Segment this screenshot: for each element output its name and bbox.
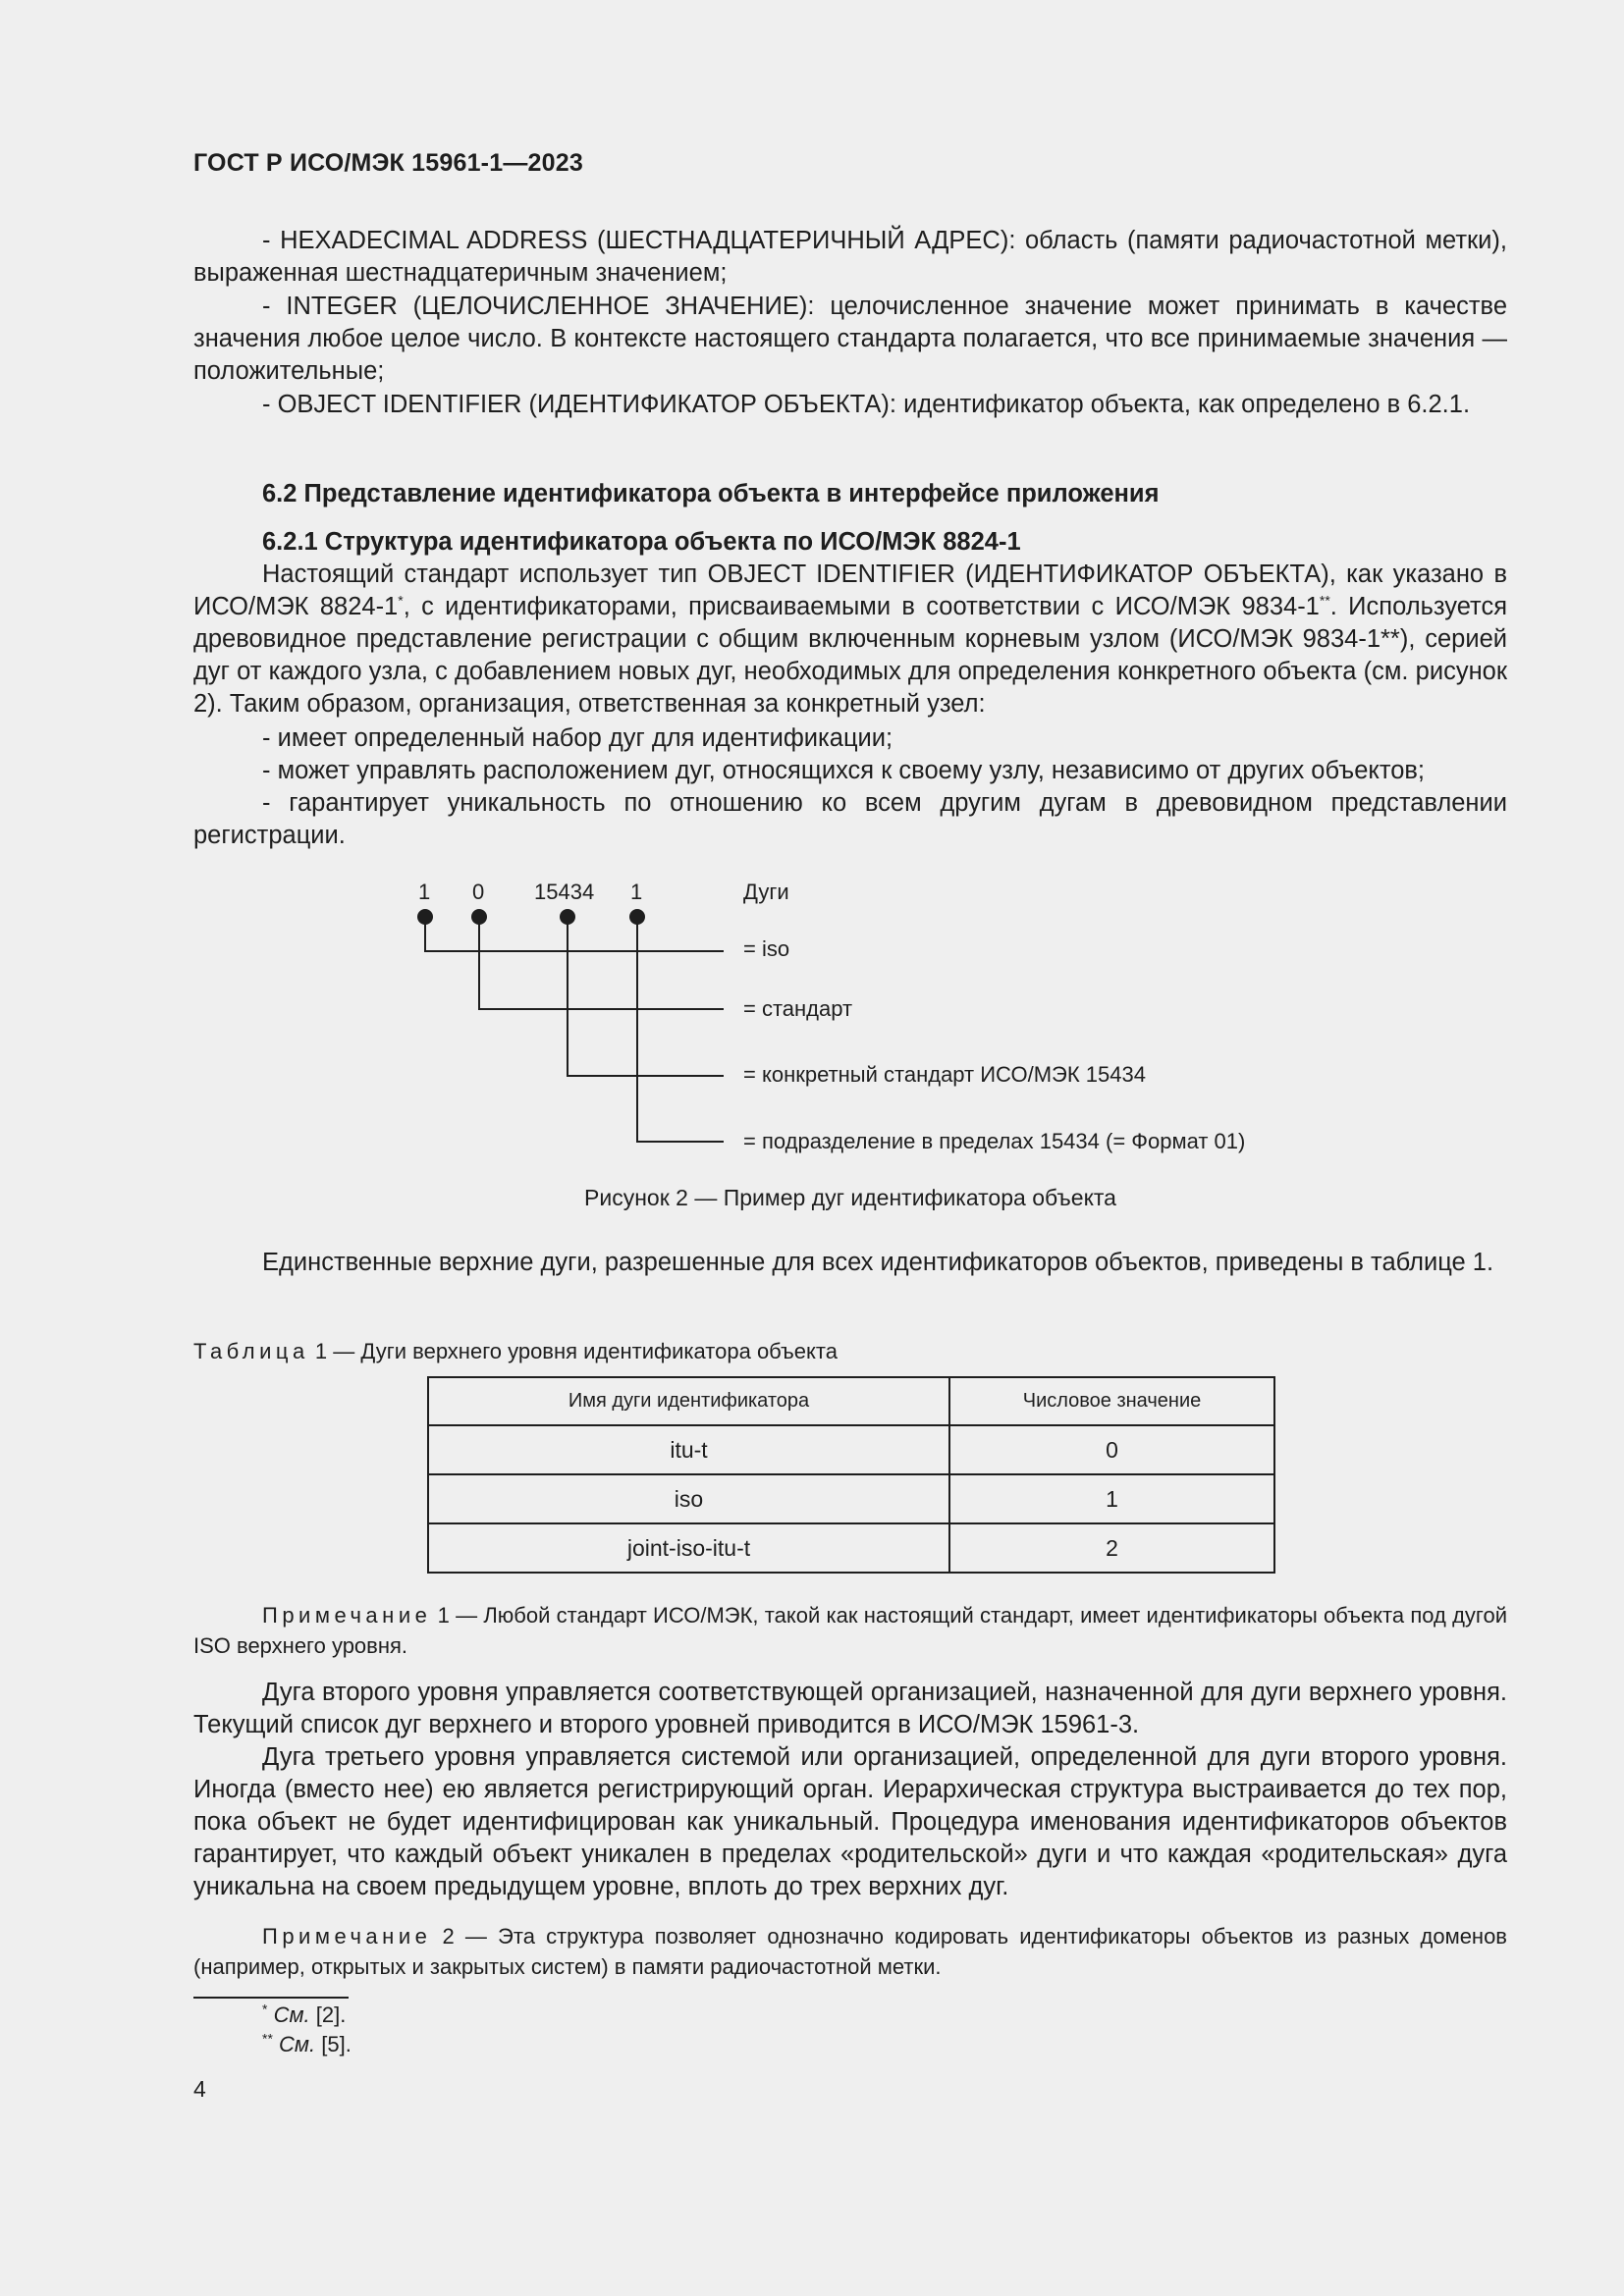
arc-node (560, 909, 575, 925)
document-header: ГОСТ Р ИСО/МЭК 15961-1—2023 (193, 149, 583, 177)
arc-node-label: 1 (418, 880, 431, 904)
table-cell: joint-iso-itu-t (428, 1523, 949, 1573)
arc-node (471, 909, 487, 925)
footnote: * См. [2]. (262, 2001, 347, 2027)
table-caption: Таблица 1 — Дуги верхнего уровня идентификатора объекта (193, 1339, 838, 1363)
arc-label-subdivision: = подразделение в пределах 15434 (= Формат 01) (743, 1129, 1246, 1153)
arc-node (417, 909, 433, 925)
table-cell: 1 (949, 1474, 1274, 1523)
table-row (428, 1474, 1274, 1523)
section-heading: 6.2 Представление идентификатора объекта в интерфейсе приложения (262, 480, 1160, 507)
arc-line-iso (425, 917, 724, 951)
def-object-identifier: - OBJECT IDENTIFIER (ИДЕНТИФИКАТОР ОБЪЕКТА): идентификатор объекта, как определено в 6.2.1. (262, 391, 1471, 418)
table-row (428, 1523, 1274, 1573)
arc-line-standard (479, 917, 724, 1009)
note-2: Примечание 2 — Эта структура позволяет однозначно кодировать идентификаторы объектов из разных доменов (например, открытых и закрытых систем) в памяти радиочастотной метки. (193, 1924, 1507, 1979)
list-item: - гарантирует уникальность по отношению ко всем другим дугам в древовидном представлении регистрации. (193, 789, 1507, 849)
table-cell: itu-t (428, 1425, 949, 1474)
subsection-heading: 6.2.1 Структура идентификатора объекта по ИСО/МЭК 8824-1 (262, 528, 1021, 556)
table-cell: 2 (949, 1523, 1274, 1573)
paragraph: Единственные верхние дуги, разрешенные для всех идентификаторов объектов, приведены в таблице 1. (262, 1249, 1494, 1276)
subsection-paragraph: Настоящий стандарт использует тип OBJECT IDENTIFIER (ИДЕНТИФИКАТОР ОБЪЕКТА), как указано в ИСО/МЭК 8824-1*, с идентификаторами, присваиваемыми в соответствии с ИСО/МЭК 9834-1**. Используется древовидное представление регистрации с общим включенным корневым узлом (ИСО/МЭК 9834-1**), серией дуг от каждого узла, с добавлением новых дуг, необходимых для определения конкретного объекта (см. рисунок 2). Таким образом, организация, ответственная за конкретный узел: (193, 561, 1508, 718)
table-row (428, 1425, 1274, 1474)
arc-label-standard: = стандарт (743, 996, 853, 1021)
list-item: - может управлять расположением дуг, относящихся к своему узлу, независимо от других объектов; (262, 757, 1426, 784)
footnote: ** См. [5]. (262, 2030, 352, 2056)
arc-node (629, 909, 645, 925)
def-hex-address: - HEXADECIMAL ADDRESS (ШЕСТНАДЦАТЕРИЧНЫЙ АДРЕС): область (памяти радиочастотной метки), выраженная шестнадцатеричным значением; (193, 227, 1507, 287)
arcs-column-label: Дуги (743, 880, 789, 904)
arc-label-15434: = конкретный стандарт ИСО/МЭК 15434 (743, 1062, 1146, 1087)
table-header-cell: Имя дуги идентификатора (428, 1377, 949, 1425)
table-header-cell: Числовое значение (949, 1377, 1274, 1425)
table-cell: 0 (949, 1425, 1274, 1474)
footnote-divider (193, 1997, 349, 1999)
arcs-table (427, 1376, 1275, 1574)
note-1: Примечание 1 — Любой стандарт ИСО/МЭК, такой как настоящий стандарт, имеет идентификаторы объекта под дугой ISO верхнего уровня. (193, 1603, 1507, 1658)
page-number: 4 (193, 2076, 206, 2102)
table-header-row (428, 1377, 1274, 1425)
arc-node-label: 1 (630, 880, 643, 904)
arc-node-label: 0 (472, 880, 485, 904)
paragraph: Дуга второго уровня управляется соответствующей организацией, назначенной для дуги верхнего уровня. Текущий список дуг верхнего и второго уровней приводится в ИСО/МЭК 15961-3. (193, 1679, 1507, 1738)
paragraph: Дуга третьего уровня управляется системой или организацией, определенной для дуги второго уровня. Иногда (вместо нее) ею является регистрирующий орган. Иерархическая структура выстраивается до тех пор, пока объект не будет идентифицирован как уникальный. Процедура именования идентификаторов объектов гарантирует, что каждый объект уникален в пределах «родительской» дуги и что каждая «родительская» дуга уникальна на своем предыдущем уровне, вплоть до трех верхних дуг. (193, 1743, 1507, 1900)
table-cell: iso (428, 1474, 949, 1523)
def-integer: - INTEGER (ЦЕЛОЧИСЛЕННОЕ ЗНАЧЕНИЕ): целочисленное значение может принимать в качестве значения любое целое число. В контексте настоящего стандарта полагается, что все принимаемые значения — положительные; (193, 293, 1507, 385)
arc-label-iso: = iso (743, 936, 790, 961)
arc-node-label: 15434 (534, 880, 595, 904)
list-item: - имеет определенный набор дуг для идентификации; (262, 724, 893, 752)
arc-line-15434 (568, 917, 724, 1076)
figure-caption: Рисунок 2 — Пример дуг идентификатора объекта (584, 1185, 1116, 1210)
